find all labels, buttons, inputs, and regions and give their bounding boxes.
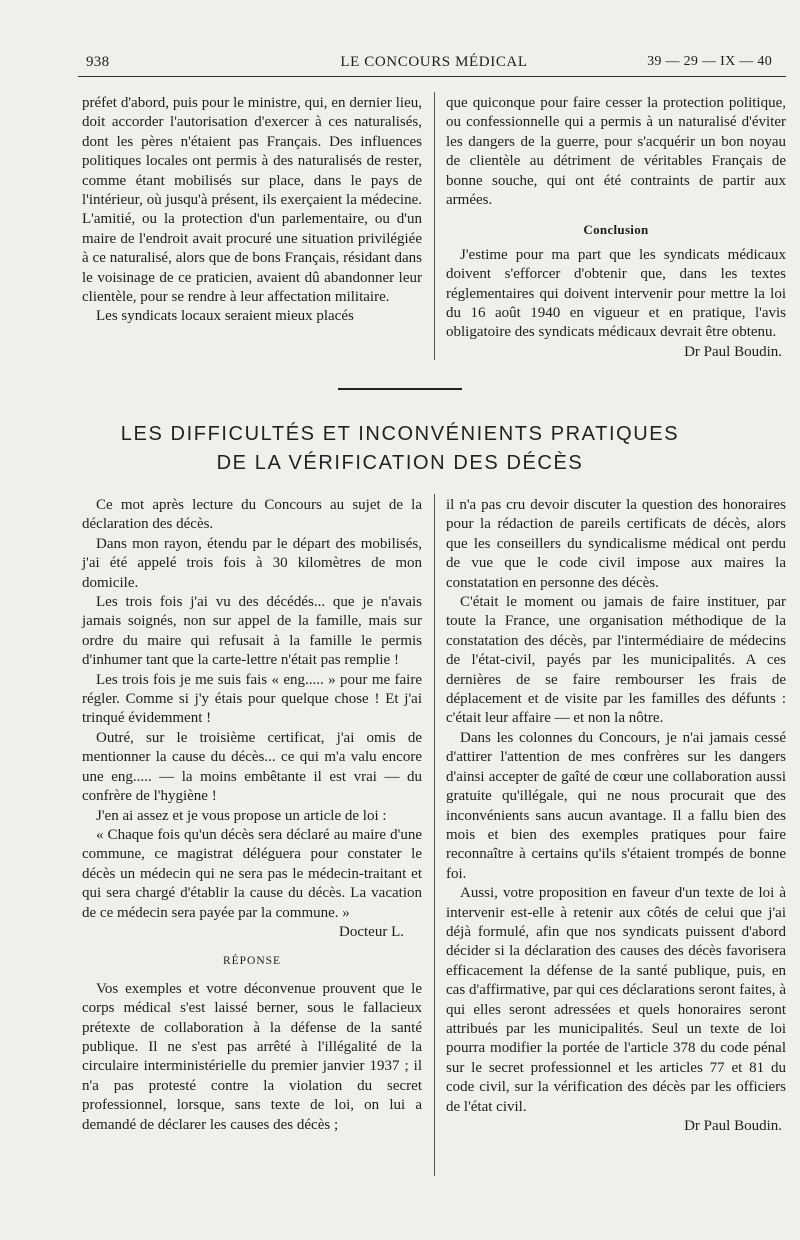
letter-paragraph: Outré, sur le troisième certificat, j'ai omis de mentionner la cause du décès... ce qui m'a valu encore une eng..... — la moins embêtante il est vrai — du confrère de l'hygiène !: [82, 729, 422, 805]
letter-paragraph: J'en ai assez et je vous propose un article de loi :: [96, 807, 387, 824]
column-divider: [434, 92, 435, 360]
conclusion-heading: Conclusion: [583, 222, 649, 238]
letter-signature: Docteur L.: [339, 923, 404, 940]
response-paragraph: Aussi, votre proposition en faveur d'un texte de loi à intervenir est-elle à retenir aux côtés de celui que j'ai déjà formulé, afin que nos syndicats puissent d'abord décider si la déclaration des causes des décès favorisera efficacement la défense de la santé publique, puis, en cas d'affirmative, par qui ces déclarations seront faites, à qui elles seront adressées et quels honoraires seront attribués par les municipalités. Seul un texte de loi pourra modifier la portée de l'article 378 du code pénal sur le secret professionnel et les articles 77 et 81 du code civil, sur la vérification des décès par les officiers de l'état civil.: [446, 885, 786, 1115]
letter-paragraph: Ce mot après lecture du Concours au sujet de la déclaration des décès.: [82, 497, 422, 533]
journal-title: LE CONCOURS MÉDICAL: [340, 54, 528, 70]
letter-paragraph: Les trois fois j'ai vu des décédés... que je n'avais jamais soignés, non sur appel de la famille, mais sur ordre du maire qui refusait à la famille le permis d'inhumer tant que la carte-lettre n'était pas remplie !: [82, 594, 422, 669]
response-paragraph: Vos exemples et votre déconvenue prouvent que le corps médical s'est laissé berner, sous le fallacieux prétexte de collaboration à la défense de la santé publique. Il ne s'est pas arrêté à l'illégalité de la circulaire interministérielle du premier janvier 1937 ; il n'a pas protesté contre la violation du secret professionnel, lorsque, sans texte de loi, on lui a demandé de déclarer les causes des décès ;: [82, 980, 422, 1133]
article1-left-column: [82, 94, 422, 327]
article2-signature: Dr Paul Boudin.: [684, 1118, 782, 1134]
letter-paragraph: « Chaque fois qu'un décès sera déclaré au maire d'une commune, ce magistrat déléguera pour constater le décès un médecin qui ne sera pas le médecin-traitant et qui sera chargé d'établir la cause du décès. La vacation de ce médecin sera payée par la commune. »: [82, 826, 422, 921]
letter-paragraph: Dans mon rayon, étendu par le départ des mobilisés, j'ai été appelé trois fois à 30 kilomètres de mon domicile.: [82, 535, 422, 591]
column-divider: [434, 494, 435, 1176]
conclusion-paragraph: J'estime pour ma part que les syndicats médicaux doivent s'efforcer d'obtenir que, dans les textes réglementaires qui doivent intervenir pour mettre la loi du 16 août 1940 en vigueur et en pratique, l'avis obligatoire des syndicats médicaux devrait être obtenu.: [446, 246, 786, 341]
response-paragraph: il n'a pas cru devoir discuter la question des honoraires pour la rédaction de pareils certificats de décès, alors que les conseillers du syndicalisme médical ont perdu de vue que le code civil impose aux maires la constatation en personne des décès.: [446, 497, 786, 591]
article1-right-paragraph: que quiconque pour faire cesser la protection politique, ou confessionnelle qui a permis à un naturalisé d'éviter les dangers de la guerre, pour s'acquérir un bon noyau de clientèle au détriment de véritables Français de bonne souche, qui ont été contraints de partir aux armées.: [446, 95, 786, 209]
article1-signature: Dr Paul Boudin.: [684, 343, 782, 360]
article1-left-paragraph: préfet d'abord, puis pour le ministre, qui, en dernier lieu, doit accorder l'autorisation d'exercer à ces naturalisés, dont les pères n'étaient pas Français. Des influences politiques locales ont permis à des naturalisés de rester, comme étant mobilisés sur place, dans le pays de l'intérieur, où jusqu'à présent, ils exerçaient la médecine. L'amitié, ou la protection d'un parlementaire, ou d'un maire de l'endroit avait procuré une situation privilégiée à ce naturalisé, alors que de bons Français, résidant dans le voisinage de ce praticien, avaient dû abandonner leur clientèle, pour se rendre à leur affectation militaire.: [82, 95, 422, 306]
issue-number: 39 — 29 — IX — 40: [647, 54, 772, 69]
response-heading: RÉPONSE: [222, 955, 282, 968]
article-separator: [338, 388, 462, 390]
running-header: [80, 54, 788, 78]
letter-paragraph: Les trois fois je me suis fais « eng..... » pour me faire régler. Comme si j'y étais pour quelque chose ! Et j'ai trinqué évidemment !: [82, 671, 422, 727]
response-paragraph: C'était le moment ou jamais de faire instituer, par toute la France, une organisation méthodique de la constatation des décès, par l'intermédiaire de médecins de l'état-civil, payés par les municipalités. A ces dernières de se faire rembourser les frais de déplacement et de visite par les familles des défunts : c'était leur affaire — et non la nôtre.: [446, 594, 786, 727]
header-rule: [78, 76, 786, 77]
article1-left-paragraph: Les syndicats locaux seraient mieux placés: [96, 308, 354, 325]
article2-title-line2: DE LA VÉRIFICATION DES DÉCÈS: [216, 452, 584, 474]
article2-title-line1: LES DIFFICULTÉS ET INCONVÉNIENTS PRATIQUES: [120, 423, 680, 445]
article2-left-column: [82, 496, 422, 1135]
article2-right-column: [446, 496, 786, 1136]
article1-right-column: [446, 94, 786, 362]
page-number: 938: [86, 54, 110, 70]
response-paragraph: Dans les colonnes du Concours, je n'ai jamais cessé d'attirer l'attention de mes confrères sur les dangers d'ainsi accepter de gaîté de cœur une collaboration aussi gratuite qu'illégale, qui ne nous procurait que des inconvénients sans aucun avantage. Il a fallu bien des mois et bien des exemples pratiques pour faire reconnaître à certains qu'ils s'étaient trompés de bonne foi.: [446, 729, 786, 882]
